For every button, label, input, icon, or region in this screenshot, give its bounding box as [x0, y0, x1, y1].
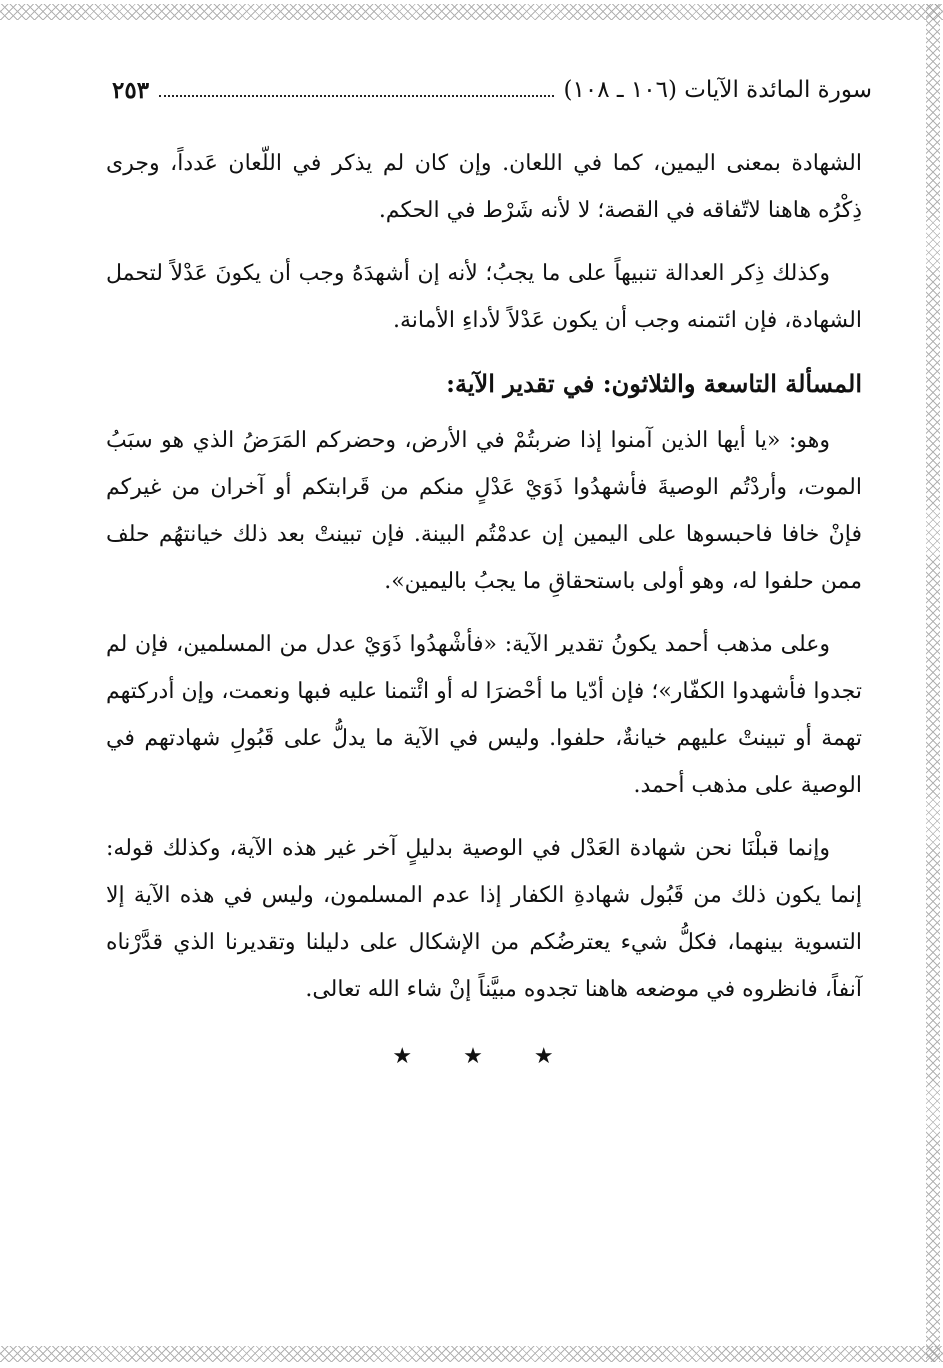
decorative-border-right: [926, 4, 940, 1362]
paragraph-1: الشهادة بمعنى اليمين، كما في اللعان. وإن كان لم يذكر في اللّعان عَدداً، وجرى ذِكْرُه هاهنا لاتّفاقه في القصة؛ لا لأنه شَرْط في الحكم.: [106, 151, 862, 223]
paragraph-5: وإنما قبلْنَا نحن شهادة العَدْل في الوصية بدليلٍ آخر غير هذه الآية، وكذلك قوله: إنما يكون ذلك من قَبُول شهادةِ الكفار إذا عدم المسلمون، وليس في هذه الآية إلا التسوية بينهما، فكلُّ شيء يعترضُكم من الإشكال على دليلنا وتقديرنا الذي قدَّرْناه آنفاً، فانظروه في موضعه هاهنا تجدوه مبيَّناً إنْ شاء الله تعالى.: [106, 836, 862, 1002]
page-number: ٢٥٣: [112, 76, 150, 104]
section-heading: المسألة التاسعة والثلاثون: في تقدير الآية:: [446, 369, 862, 398]
page-body: [106, 140, 862, 1080]
page-header: [112, 72, 872, 108]
paragraph-3: وهو: «يا أيها الذين آمنوا إذا ضربتُمْ في الأرض، وحضركم المَرَضُ الذي هو سبَبُ الموت، وأردْتُم الوصيةَ فأشهدُوا ذَوَيْ عَدْلٍ منكم من قَرابتكم أو آخران من غيركم فإنْ خافا فاحبسوها على اليمين إن عدمْتُم البينة. فإن تبينتْ بعد ذلك خيانتهُم حلف ممن حلفوا له، وهو أولى باستحقاقِ ما يجبُ باليمين».: [106, 428, 862, 594]
running-title: سورة المائدة الآيات (١٠٦ ـ ١٠٨): [563, 77, 872, 103]
decorative-border-bottom: [0, 1346, 943, 1362]
paragraph-2: وكذلك ذِكر العدالة تنبيهاً على ما يجبُ؛ لأنه إن أشهدَهُ وجب أن يكونَ عَدْلاً لتحمل الشهادة، فإن ائتمنه وجب أن يكون عَدْلاً لأداءِ الأمانة.: [106, 261, 862, 333]
paragraph-4: وعلى مذهب أحمد يكونُ تقدير الآية: «فأشْهدُوا ذَوَيْ عدل من المسلمين، فإن لم تجدوا فأشهدوا الكفّار»؛ فإن أدّيا ما أحْضرَا له أو ائْتمنا عليه فبها ونعمت، وإن أدركتهم تهمة أو تبينتْ عليهم خيانةٌ، حلفوا. وليس في الآية ما يدلُّ على قَبُولِ شهادتهم في الوصية على مذهب أحمد.: [106, 632, 862, 798]
decorative-border-top: [0, 4, 943, 20]
section-divider-stars: ★ ★ ★: [392, 1044, 576, 1069]
header-leader-dots: [159, 83, 553, 97]
